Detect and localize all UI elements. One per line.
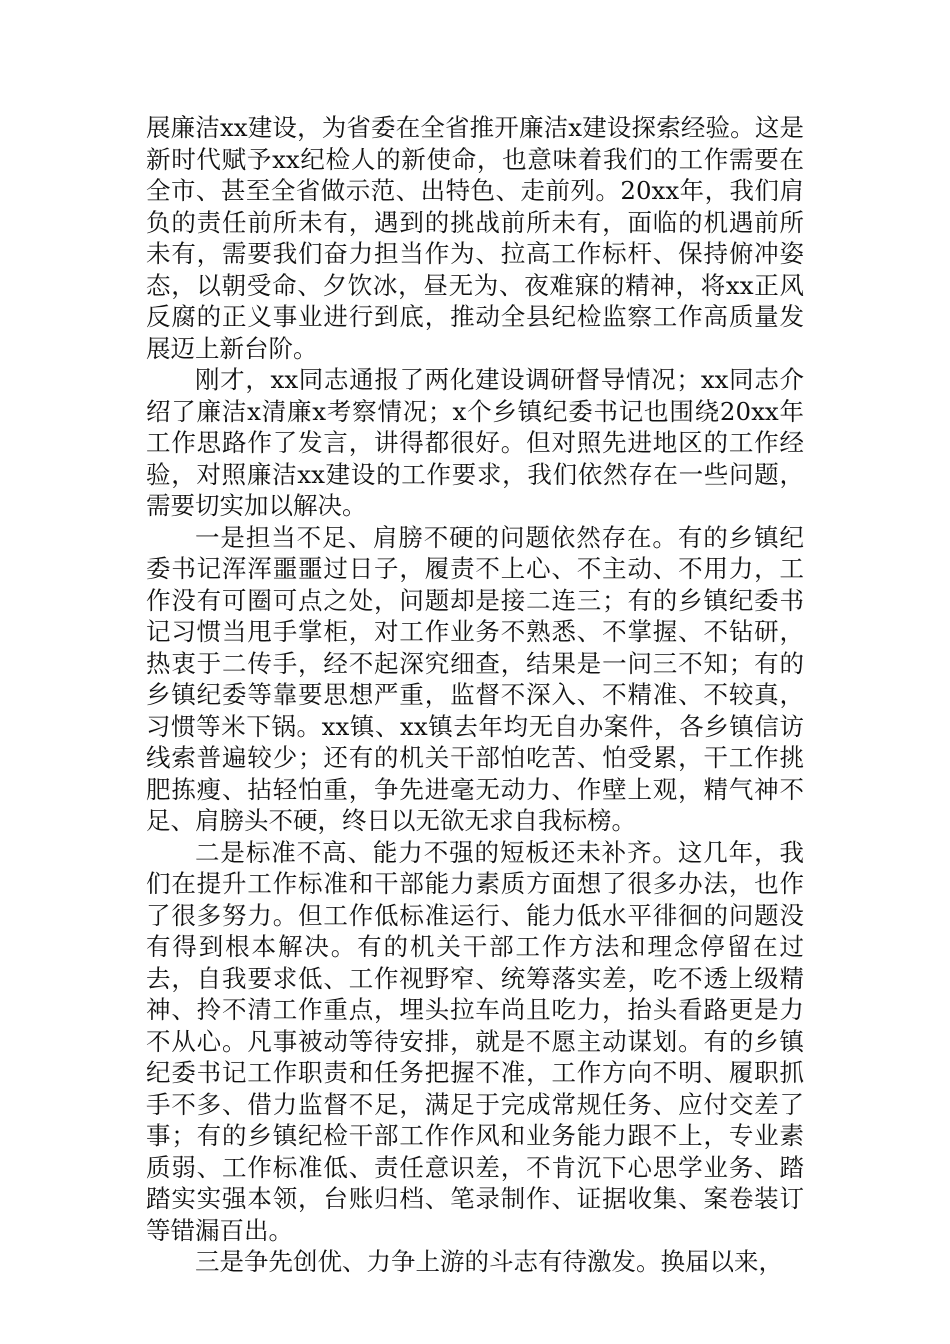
paragraph-5: 三是争先创优、力争上游的斗志有待激发。换届以来， (195, 1247, 783, 1276)
paragraph-3: 一是担当不足、肩膀不硬的问题依然存在。有的乡镇纪委书记浑浑噩噩过日子，履责不上心、不主动、不用力，工作没有可圈可点之处，问题却是接二连三；有的乡镇纪委书记习惯当甩手掌柜，对工作业务不熟悉、不掌握、不钻研，热衷于二传手，经不起深究细查，结果是一问三不知；有的乡镇纪委等靠要思想严重，监督不深入、不精准、不较真，习惯等米下锅。xx镇、xx镇去年均无自办案件，各乡镇信访线索普遍较少；还有的机关干部怕吃苦、怕受累，干工作挑肥拣瘦、拈轻怕重，争先进毫无动力、作壁上观，精气神不足、肩膀头不硬，终日以无欲无求自我标榜。 (146, 522, 804, 835)
paragraph-4: 二是标准不高、能力不强的短板还未补齐。这几年，我们在提升工作标准和干部能力素质方面想了很多办法，也作了很多努力。但工作低标准运行、能力低水平徘徊的问题没有得到根本解决。有的机关干部工作方法和理念停留在过去，自我要求低、工作视野窄、统筹落实差，吃不透上级精神、拎不清工作重点，埋头拉车尚且吃力，抬头看路更是力不从心。凡事被动等待安排，就是不愿主动谋划。有的乡镇纪委书记工作职责和任务把握不准，工作方向不明、履职抓手不多、借力监督不足，满足于完成常规任务、应付交差了事；有的乡镇纪检干部工作作风和业务能力跟不上，专业素质弱、工作标准低、责任意识差，不肯沉下心思学业务、踏踏实实强本领，台账归档、笔录制作、证据收集、案卷装订等错漏百出。 (146, 837, 804, 1245)
paragraph-1: 展廉洁xx建设，为省委在全省推开廉洁x建设探索经验。这是新时代赋予xx纪检人的新使命，也意味着我们的工作需要在全市、甚至全省做示范、出特色、走前列。20xx年，我们肩负的责任前所未有，遇到的挑战前所未有，面临的机遇前所未有，需要我们奋力担当作为、拉高工作标杆、保持俯冲姿态，以朝受命、夕饮冰，昼无为、夜难寐的精神，将xx正风反腐的正义事业进行到底，推动全县纪检监察工作高质量发展迈上新台阶。 (146, 113, 804, 363)
document-body (146, 112, 804, 1278)
paragraph-2: 刚才，xx同志通报了两化建设调研督导情况；xx同志介绍了廉洁x清廉x考察情况；x个乡镇纪委书记也围绕20xx年工作思路作了发言，讲得都很好。但对照先进地区的工作经验，对照廉洁xx建设的工作要求，我们依然存在一些问题，需要切实加以解决。 (146, 365, 804, 520)
